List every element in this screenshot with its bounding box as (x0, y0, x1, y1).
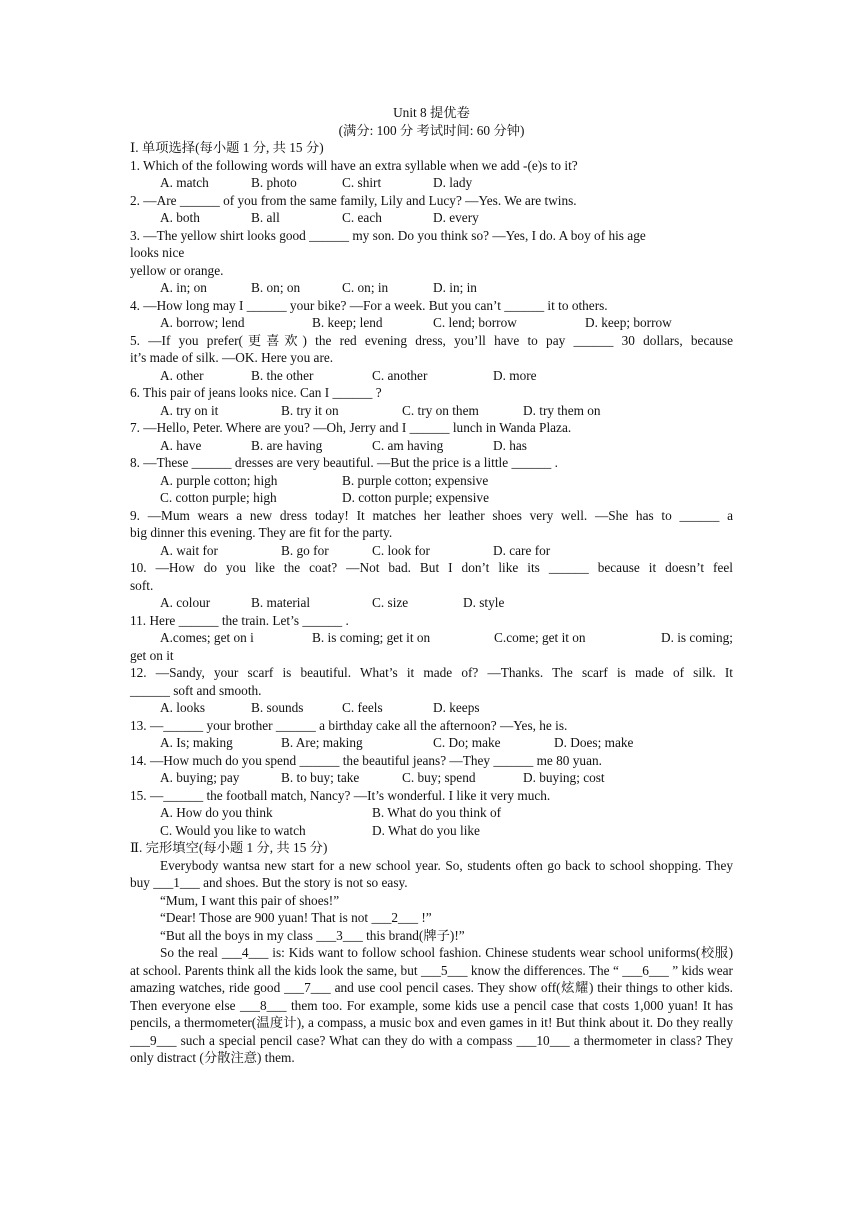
option: A. have (160, 437, 202, 453)
option: A.comes; get on i (160, 630, 254, 645)
option: C. lend; borrow (433, 315, 517, 330)
question-15: 15. —______ the football match, Nancy? —It’s wonderful. I like it very much. (130, 787, 551, 803)
option: C. shirt (342, 175, 382, 190)
option: A. borrow; lend (160, 315, 245, 330)
question-9: 9. —Mum wears a new dress today! It matches her leather shoes very well. —She has to ______ a (130, 507, 733, 523)
option: B. material (251, 595, 311, 610)
option: D. more (493, 367, 537, 383)
options-8a (130, 472, 733, 490)
option: B. sounds (251, 700, 304, 715)
exam-title: Unit 8 提优卷 (393, 105, 470, 120)
option: B. all (251, 210, 280, 225)
question-8: 8. —These ______ dresses are very beautiful. —But the price is a little ______ . (130, 455, 558, 470)
option: B. purple cotton; expensive (342, 472, 489, 488)
option: B. on; on (251, 280, 301, 295)
option: C. look for (372, 542, 430, 558)
option: D. keeps (433, 700, 480, 715)
exam-page (130, 104, 733, 1067)
option: C. on; in (342, 280, 389, 295)
option: C. another (372, 367, 428, 383)
option: D. cotton purple; expensive (342, 490, 489, 505)
options-14 (130, 769, 733, 787)
options-9 (130, 542, 733, 560)
option: B. go for (281, 542, 329, 558)
option: D. in; in (433, 280, 477, 295)
question-5-cont: it’s made of silk. —OK. Here you are. (130, 350, 334, 365)
option: A. in; on (160, 280, 207, 295)
section-1-heading: Ⅰ. 单项选择(每小题 1 分, 共 15 分) (130, 140, 324, 155)
question-11-cont: get on it (130, 647, 174, 663)
option: D. every (433, 210, 479, 225)
option: A. buying; pay (160, 770, 240, 785)
option: A. Is; making (160, 735, 233, 750)
cloze-text: Everybody wantsa new start for a new school year. So, students often go back to school shopping. They buy ___1___ and shoes. But the story is not so easy. (130, 857, 733, 890)
options-1 (130, 174, 733, 192)
option: C. am having (372, 437, 444, 453)
option: B. keep; lend (312, 315, 383, 330)
option: C. buy; spend (402, 770, 476, 785)
question-12: 12. —Sandy, your scarf is beautiful. What’s it made of? —Thanks. The scarf is made of silk. It (130, 665, 733, 680)
option: B. try it on (281, 402, 339, 418)
option: B. is coming; get it on (312, 630, 431, 645)
option: A. purple cotton; high (160, 472, 278, 488)
options-4 (130, 314, 733, 332)
option: D. Does; make (554, 735, 634, 750)
option: B. photo (251, 175, 297, 190)
options-2 (130, 209, 733, 227)
question-11: 11. Here ______ the train. Let’s ______ . (130, 612, 349, 628)
option: A. match (160, 175, 209, 190)
options-5 (130, 367, 733, 385)
options-6 (130, 402, 733, 420)
options-12 (130, 699, 733, 717)
option: C. try on them (402, 402, 479, 418)
question-1: 1. Which of the following words will have an extra syllable when we add -(e)s to it? (130, 157, 578, 173)
option: D. buying; cost (523, 770, 605, 785)
question-7: 7. —Hello, Peter. Where are you? —Oh, Jerry and I ______ lunch in Wanda Plaza. (130, 420, 572, 435)
option: A. looks (160, 700, 206, 715)
option: D. care for (493, 542, 551, 558)
options-11 (130, 629, 733, 647)
option: B. are having (251, 437, 323, 453)
option: D. style (463, 595, 505, 610)
option: C. size (372, 595, 409, 610)
option: B. to buy; take (281, 770, 360, 785)
cloze-paragraph-1 (130, 857, 733, 892)
option: D. keep; borrow (585, 315, 672, 330)
section-2-heading: Ⅱ. 完形填空(每小题 1 分, 共 15 分) (130, 840, 328, 855)
option: D. lady (433, 175, 473, 190)
question-3: 3. —The yellow shirt looks good ______ my son. Do you think so? —Yes, I do. A boy of his age (130, 227, 646, 243)
option: B. Are; making (281, 735, 363, 750)
question-12-cont: ______ soft and smooth. (130, 682, 262, 698)
option: D. What do you like (372, 822, 480, 838)
exam-subtitle: (满分: 100 分 考试时间: 60 分钟) (338, 122, 525, 138)
option: C. each (342, 210, 382, 225)
options-10 (130, 594, 733, 612)
option: B. the other (251, 367, 314, 383)
question-5: 5. —If you prefer(更喜欢) the red evening dress, you’ll have to pay ______ 30 dollars, because (130, 332, 733, 348)
question-10-cont: soft. (130, 577, 154, 593)
question-9-cont: big dinner this evening. They are fit for the party. (130, 525, 393, 540)
option: C. cotton purple; high (160, 490, 277, 505)
options-15b (130, 822, 733, 840)
option: A. wait for (160, 542, 218, 558)
option: C. Would you like to watch (160, 822, 306, 838)
question-6: 6. This pair of jeans looks nice. Can I ______ ? (130, 385, 382, 400)
cloze-line-3: “Dear! Those are 900 yuan! That is not ___2___ !” (160, 910, 432, 925)
question-3-cont: yellow or orange. (130, 262, 224, 278)
question-10: 10. —How do you like the coat? —Not bad. But I don’t like its ______ because it doesn’t feel (130, 560, 733, 575)
options-3 (130, 279, 733, 297)
question-13: 13. —______ your brother ______ a birthday cake all the afternoon? —Yes, he is. (130, 717, 568, 733)
option: A. both (160, 210, 200, 225)
cloze-line-4: “But all the boys in my class ___3___ this brand(牌子)!” (160, 927, 465, 943)
options-7 (130, 437, 733, 455)
option: D. is coming; (660, 630, 733, 645)
option: A. other (160, 367, 204, 383)
option: C. feels (342, 700, 383, 715)
question-3-cont: looks nice (130, 245, 185, 260)
cloze-text: So the real ___4___ is: Kids want to follow school fashion. Chinese students wear school uniforms(校服) at school. Parents think all the kids look the same, but ___5___ know the differences. The “ ___6___ ” kids wear amazing watches, ride good ___7___ and use cool pencil cases. They show off(炫耀) their things to other kids. Then everyone else ___8___ them too. For example, some kids use a pencil case that costs 1,000 yuan! It has pencils, a thermometer(温度计), a compass, a music box and even games in it! But think about it. Do they really ___9___ such a special pencil case? What can they do with a compass ___10___ a thermometer in class? They only distract (分散注意) them. (130, 945, 733, 1065)
option: A. How do you think (160, 805, 273, 820)
option: D. try them on (523, 402, 601, 418)
options-15a (130, 804, 733, 822)
option: D. has (493, 437, 527, 453)
option: C.come; get it on (494, 630, 586, 645)
options-13 (130, 734, 733, 752)
question-4: 4. —How long may I ______ your bike? —For a week. But you can’t ______ it to others. (130, 297, 608, 313)
option: A. colour (160, 595, 211, 610)
option: A. try on it (160, 402, 219, 418)
question-14: 14. —How much do you spend ______ the beautiful jeans? —They ______ me 80 yuan. (130, 752, 602, 768)
cloze-paragraph-5 (130, 944, 733, 1067)
option: C. Do; make (433, 735, 501, 750)
option: B. What do you think of (372, 805, 502, 820)
cloze-line-2: “Mum, I want this pair of shoes!” (160, 892, 340, 908)
question-2: 2. —Are ______ of you from the same family, Lily and Lucy? —Yes. We are twins. (130, 192, 577, 208)
options-8b (130, 489, 733, 507)
